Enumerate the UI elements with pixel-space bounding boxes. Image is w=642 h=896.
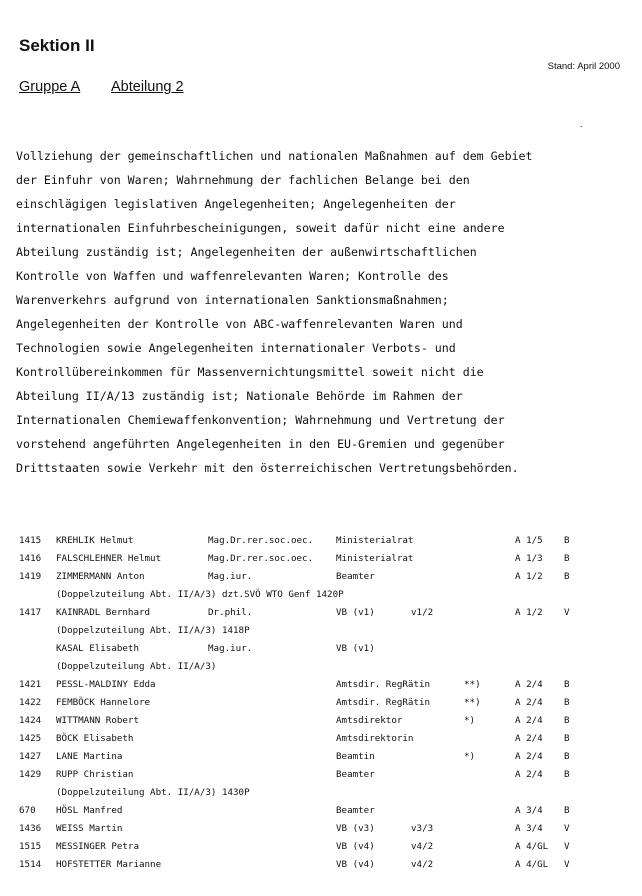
- staff-type: B: [564, 769, 570, 780]
- staff-position: Beamter: [336, 805, 375, 816]
- staff-number: 1417: [19, 607, 42, 618]
- staff-name: HOFSTETTER Marianne: [56, 859, 162, 870]
- staff-code: v4/2: [411, 859, 434, 870]
- staff-grade: A 3/4: [515, 823, 543, 834]
- staff-position: Amtsdir. RegRätin: [336, 679, 431, 690]
- staff-position: Amtsdirektorin: [336, 733, 414, 744]
- staff-position: Beamter: [336, 769, 375, 780]
- staff-type: B: [564, 679, 570, 690]
- staff-type: B: [564, 535, 570, 546]
- staff-note-row: [19, 661, 619, 679]
- staff-type: B: [564, 733, 570, 744]
- staff-note-row: [19, 589, 619, 607]
- staff-number: 670: [19, 805, 36, 816]
- staff-name: KAINRADL Bernhard: [56, 607, 151, 618]
- description-line: einschlägigen legislativen Angelegenheiten; Angelegenheiten der: [16, 197, 456, 211]
- description-line: Vollziehung der gemeinschaftlichen und nationalen Maßnahmen auf dem Gebiet: [16, 149, 533, 163]
- stand-date: Stand: April 2000: [547, 61, 620, 72]
- staff-grade: A 4/GL: [515, 841, 549, 852]
- scan-mark: .: [580, 119, 583, 129]
- staff-number: 1436: [19, 823, 42, 834]
- staff-type: B: [564, 697, 570, 708]
- staff-type: V: [564, 607, 570, 618]
- staff-row: [19, 553, 619, 571]
- staff-type: B: [564, 553, 570, 564]
- staff-number: 1415: [19, 535, 42, 546]
- staff-name: MESSINGER Petra: [56, 841, 139, 852]
- department-description: [16, 144, 628, 480]
- staff-row: [19, 607, 619, 625]
- staff-position: VB (v4): [336, 841, 375, 852]
- staff-number: 1425: [19, 733, 42, 744]
- staff-row: [19, 679, 619, 697]
- staff-position: Beamter: [336, 571, 375, 582]
- staff-row: [19, 643, 619, 661]
- staff-code: v4/2: [411, 841, 434, 852]
- staff-position: VB (v4): [336, 859, 375, 870]
- staff-note-row: [19, 625, 619, 643]
- staff-position: Ministerialrat: [336, 553, 414, 564]
- staff-row: [19, 715, 619, 733]
- staff-number: 1422: [19, 697, 42, 708]
- staff-grade: A 3/4: [515, 805, 543, 816]
- staff-position: VB (v3): [336, 823, 375, 834]
- staff-type: V: [564, 859, 570, 870]
- department-heading: Abteilung 2: [111, 79, 184, 95]
- staff-note-row: [19, 787, 619, 805]
- staff-name: ZIMMERMANN Anton: [56, 571, 145, 582]
- staff-number: 1421: [19, 679, 42, 690]
- staff-name: KASAL Elisabeth: [56, 643, 139, 654]
- staff-grade: A 4/GL: [515, 859, 549, 870]
- staff-row: [19, 751, 619, 769]
- staff-list: [19, 535, 619, 877]
- staff-type: V: [564, 841, 570, 852]
- staff-grade: A 2/4: [515, 751, 543, 762]
- staff-footnote-mark: *): [464, 715, 476, 726]
- staff-grade: A 2/4: [515, 715, 543, 726]
- staff-title: Mag.iur.: [208, 571, 253, 582]
- staff-type: B: [564, 571, 570, 582]
- staff-grade: A 1/5: [515, 535, 543, 546]
- description-line: Drittstaaten sowie Verkehr mit den österreichischen Vertretungsbehörden.: [16, 461, 519, 475]
- description-line: der Einfuhr von Waren; Wahrnehmung der fachlichen Belange bei den: [16, 173, 470, 187]
- staff-type: B: [564, 715, 570, 726]
- staff-row: [19, 769, 619, 787]
- description-line: vorstehend angeführten Angelegenheiten in den EU-Gremien und gegenüber: [16, 437, 505, 451]
- staff-row: [19, 733, 619, 751]
- description-line: Abteilung II/A/13 zuständig ist; Nationale Behörde im Rahmen der: [16, 389, 463, 403]
- staff-row: [19, 823, 619, 841]
- staff-title: Mag.Dr.rer.soc.oec.: [208, 535, 314, 546]
- description-line: Warenverkehrs aufgrund von internationalen Sanktionsmaßnahmen;: [16, 293, 449, 307]
- staff-grade: A 1/3: [515, 553, 543, 564]
- staff-name: FALSCHLEHNER Helmut: [56, 553, 162, 564]
- staff-row: [19, 805, 619, 823]
- staff-note: (Doppelzuteilung Abt. II/A/3): [56, 661, 217, 672]
- description-line: Technologien sowie Angelegenheiten internationaler Verbots- und: [16, 341, 456, 355]
- staff-code: v1/2: [411, 607, 434, 618]
- description-line: Abteilung zuständig ist; Angelegenheiten der außenwirtschaftlichen: [16, 245, 477, 259]
- staff-number: 1419: [19, 571, 42, 582]
- staff-number: 1424: [19, 715, 42, 726]
- staff-name: FEMBÖCK Hannelore: [56, 697, 151, 708]
- staff-grade: A 2/4: [515, 697, 543, 708]
- staff-number: 1515: [19, 841, 42, 852]
- description-line: Angelegenheiten der Kontrolle von ABC-waffenrelevanten Waren und: [16, 317, 463, 331]
- staff-position: Ministerialrat: [336, 535, 414, 546]
- staff-row: [19, 535, 619, 553]
- staff-grade: A 1/2: [515, 607, 543, 618]
- staff-footnote-mark: *): [464, 751, 476, 762]
- staff-position: VB (v1): [336, 607, 375, 618]
- description-line: Kontrollübereinkommen für Massenvernichtungsmittel soweit nicht die: [16, 365, 484, 379]
- staff-note: (Doppelzuteilung Abt. II/A/3) 1418P: [56, 625, 250, 636]
- staff-name: BÖCK Elisabeth: [56, 733, 134, 744]
- description-line: internationalen Einfuhrbescheinigungen, soweit dafür nicht eine andere: [16, 221, 505, 235]
- staff-grade: A 2/4: [515, 679, 543, 690]
- staff-grade: A 2/4: [515, 733, 543, 744]
- staff-position: Amtsdirektor: [336, 715, 403, 726]
- staff-note: (Doppelzuteilung Abt. II/A/3) 1430P: [56, 787, 250, 798]
- staff-footnote-mark: **): [464, 679, 481, 690]
- staff-number: 1429: [19, 769, 42, 780]
- staff-name: WEISS Martin: [56, 823, 123, 834]
- staff-grade: A 1/2: [515, 571, 543, 582]
- description-line: Internationalen Chemiewaffenkonvention; Wahrnehmung und Vertretung der: [16, 413, 505, 427]
- staff-position: VB (v1): [336, 643, 375, 654]
- staff-name: WITTMANN Robert: [56, 715, 139, 726]
- section-title: Sektion II: [19, 36, 95, 55]
- staff-note: (Doppelzuteilung Abt. II/A/3) dzt.SVÖ WTO Genf 1420P: [56, 589, 344, 600]
- staff-title: Mag.iur.: [208, 643, 253, 654]
- staff-title: Dr.phil.: [208, 607, 253, 618]
- staff-position: Beamtin: [336, 751, 375, 762]
- staff-grade: A 2/4: [515, 769, 543, 780]
- staff-name: PESSL-MALDINY Edda: [56, 679, 156, 690]
- staff-number: 1416: [19, 553, 42, 564]
- staff-row: [19, 571, 619, 589]
- description-line: Kontrolle von Waffen und waffenrelevanten Waren; Kontrolle des: [16, 269, 449, 283]
- staff-type: V: [564, 823, 570, 834]
- staff-row: [19, 841, 619, 859]
- group-heading: Gruppe A: [19, 79, 81, 95]
- staff-name: KREHLIK Helmut: [56, 535, 134, 546]
- staff-name: RUPP Christian: [56, 769, 134, 780]
- staff-name: HÖSL Manfred: [56, 805, 123, 816]
- staff-name: LANE Martina: [56, 751, 123, 762]
- staff-type: B: [564, 751, 570, 762]
- staff-position: Amtsdir. RegRätin: [336, 697, 431, 708]
- staff-title: Mag.Dr.rer.soc.oec.: [208, 553, 314, 564]
- staff-number: 1514: [19, 859, 42, 870]
- staff-row: [19, 697, 619, 715]
- staff-type: B: [564, 805, 570, 816]
- staff-number: 1427: [19, 751, 42, 762]
- staff-row: [19, 859, 619, 877]
- staff-code: v3/3: [411, 823, 434, 834]
- staff-footnote-mark: **): [464, 697, 481, 708]
